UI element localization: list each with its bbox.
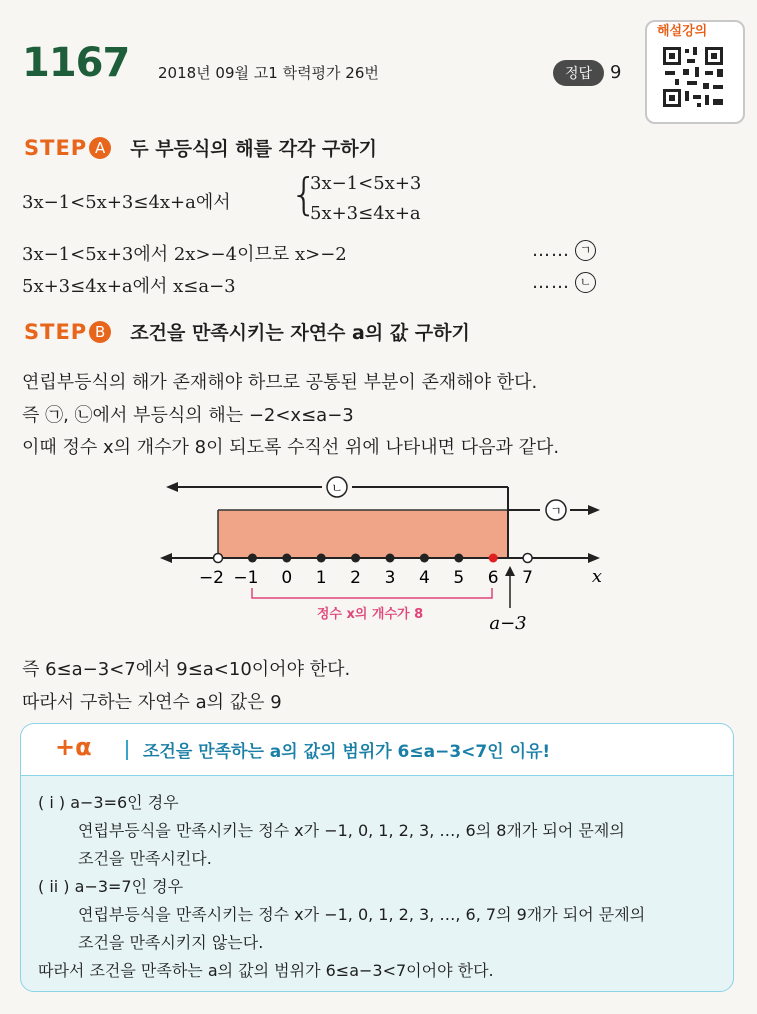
step-a-label: STEP [24,136,88,160]
dots: …… [532,240,570,261]
tip-case2-head: ( ii ) a−3=7인 경우 [38,877,184,896]
label-giyeok: ㄱ [550,504,562,518]
step-b-line3: 이때 정수 x의 개수가 8이 되도록 수직선 위에 나타내면 다음과 같다. [22,437,560,458]
step-b-letter: B [89,321,111,343]
step-b-line2: 즉 ㉠, ㉡에서 부등식의 해는 −2<x≤a−3 [22,405,354,426]
tip-case1-line2: 조건을 만족시킨다. [78,849,212,868]
mark-giyeok: ㄱ [575,240,596,261]
point-3 [317,554,326,563]
step-b-conclusion2: 따라서 구하는 자연수 a의 값은 9 [22,692,282,713]
point-7 [454,554,463,563]
number-line-diagram [0,470,757,640]
tip-case1-head: ( i ) a−3=6인 경우 [38,793,179,812]
step-b-label: STEP [24,320,88,344]
tick-label-9: 7 [522,568,534,588]
equation-tag-2 [532,272,596,293]
count-bracket [252,588,492,598]
label-nieun: ㄴ [331,481,343,495]
problem-number: 1167 [22,40,130,86]
step-a-line1: 3x−1<5x+3≤4x+a에서 [22,192,231,213]
system-line2: 5x+3≤4x+a [310,203,421,224]
point-4 [351,554,360,563]
axis-right-head [588,553,600,563]
mark-nieun: ㄴ [575,272,596,293]
step-b-heading [24,318,470,345]
step-a-line2: 3x−1<5x+3에서 2x>−4이므로 x>−2 [22,244,347,265]
endpoint-a-minus-3 [489,554,498,563]
tip-plus-alpha: +α [55,733,92,761]
point-1 [248,554,257,563]
tick-label-8: 6 [487,568,499,588]
equation-tag-1 [532,240,596,261]
axis-left-head [160,553,172,563]
tip-case1-line1: 연립부등식을 만족시키는 정수 x가 −1, 0, 1, 2, 3, …, 6의 8개가 되어 문제의 [78,821,625,840]
tick-label-7: 5 [453,568,465,588]
tick-label-6: 4 [418,568,430,588]
step-b-title: 조건을 만족시키는 자연수 a의 값 구하기 [130,322,470,344]
dots: …… [532,272,570,293]
step-a-title: 두 부등식의 해를 각각 구하기 [130,138,377,160]
step-b-line1: 연립부등식의 해가 존재해야 하므로 공통된 부분이 존재해야 한다. [22,372,538,393]
problem-source: 2018년 09월 고1 학력평가 26번 [158,64,379,82]
tick-label-5: 3 [384,568,396,588]
point-5 [386,554,395,563]
system-brace: { [290,169,318,220]
up-arrow-head [505,566,515,576]
tip-title: 조건을 만족하는 a의 값의 범위가 6≤a−3<7인 이유! [143,742,551,762]
tick-label-4: 2 [350,568,362,588]
step-a-heading [24,134,377,161]
tip-case2-line2: 조건을 만족시키지 않는다. [78,933,264,952]
step-b-conclusion1: 즉 6≤a−3<7에서 9≤a<10이어야 한다. [22,659,351,680]
solution-region [218,510,508,557]
arrow-right-head [588,505,600,515]
system-line1: 3x−1<5x+3 [310,173,422,194]
step-a-line3: 5x+3≤4x+a에서 x≤a−3 [22,276,236,297]
tick-label-3: 1 [315,568,327,588]
answer-badge: 정답 [553,60,604,86]
a-minus-3-label: a−3 [489,613,527,634]
lecture-label: 해설강의 [657,24,708,39]
tip-case2-line1: 연립부등식을 만족시키는 정수 x가 −1, 0, 1, 2, 3, …, 6, 7의 9개가 되어 문제의 [78,905,646,924]
tick-label-1: −1 [233,568,259,588]
qr-code-icon[interactable] [661,45,725,109]
count-label: 정수 x의 개수가 8 [316,607,424,622]
point-6 [420,554,429,563]
open-point-0 [214,554,223,563]
open-point-9 [523,554,532,563]
point-2 [282,554,291,563]
tick-label-0: −2 [198,568,224,588]
tip-final: 따라서 조건을 만족하는 a의 값의 범위가 6≤a−3<7이어야 한다. [38,961,494,980]
arrow-left-head [166,482,178,492]
tip-divider [126,740,128,760]
tick-label-2: 0 [281,568,293,588]
answer-value: 9 [610,62,622,83]
step-a-letter: A [89,137,111,159]
axis-label-x: x [591,566,603,587]
